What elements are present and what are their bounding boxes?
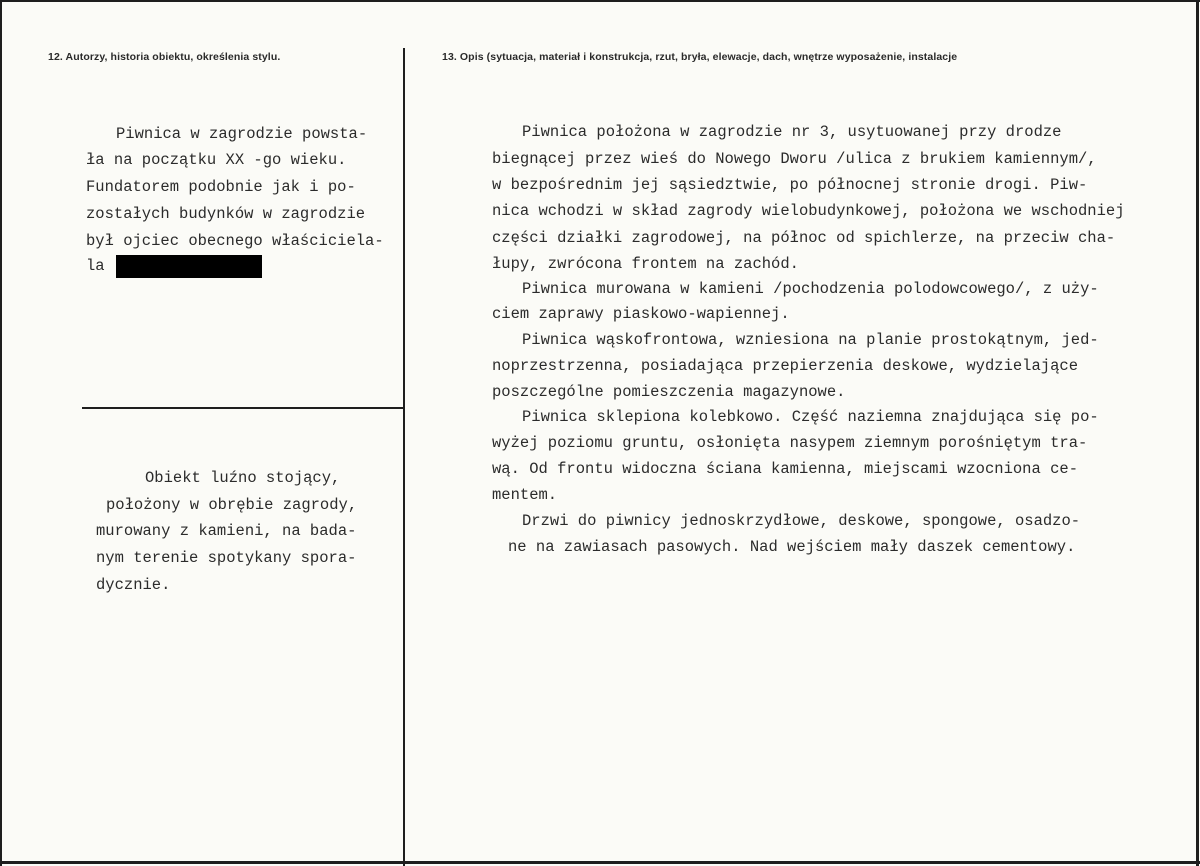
right-border [1196, 0, 1199, 866]
history-line: la [86, 257, 105, 275]
description-line: Piwnica murowana w kamieni /pochodzenia polodowcowego/, z uży- [522, 280, 1099, 298]
style-line: Obiekt luźno stojący, [145, 469, 341, 487]
description-line: w bezpośrednim jej sąsiedztwie, po północnej stronie drogi. Piw- [492, 176, 1088, 194]
description-line: Piwnica sklepiona kolebkowo. Część naziemna znajdująca się po- [522, 408, 1099, 426]
description-line: Drzwi do piwnicy jednoskrzydłowe, deskowe, spongowe, osadzo- [522, 512, 1081, 530]
description-line: Piwnica położona w zagrodzie nr 3, usytuowanej przy drodze [522, 123, 1062, 141]
history-line: Piwnica w zagrodzie powsta- [116, 125, 368, 143]
history-line: zostałych budynków w zagrodzie [86, 205, 366, 223]
top-border [0, 0, 1200, 2]
description-line: ciem zaprawy piaskowo-wapiennej. [492, 305, 790, 323]
style-line: dycznie. [96, 576, 171, 594]
description-line: wyżej poziomu gruntu, osłonięta nasypem ziemnym porośniętym tra- [492, 434, 1088, 452]
column-divider [403, 48, 405, 866]
section-13-header: 13. Opis (sytuacja, materiał i konstrukcja, rzut, bryła, elewacje, dach, wnętrze wyposażenie, instalacje [442, 51, 958, 63]
description-line: poszczególne pomieszczenia magazynowe. [492, 383, 846, 401]
description-line: ne na zawiasach pasowych. Nad wejściem mały daszek cementowy. [508, 538, 1076, 556]
description-line: Piwnica wąskofrontowa, wzniesiona na planie prostokątnym, jed- [522, 331, 1099, 349]
style-line: położony w obrębie zagrody, [106, 496, 358, 514]
description-line: nica wchodzi w skład zagrody wielobudynkowej, położona we wschodniej [492, 202, 1125, 220]
left-border [0, 0, 2, 866]
history-line: ła na początku XX -go wieku. [86, 151, 347, 169]
description-line: biegnącej przez wieś do Nowego Dworu /ulica z brukiem kamiennym/, [492, 150, 1097, 168]
history-line: był ojciec obecnego właściciela- [86, 232, 384, 250]
section-divider [82, 407, 404, 409]
style-line: nym terenie spotykany spora- [96, 549, 357, 567]
description-line: mentem. [492, 486, 558, 504]
description-line: noprzestrzenna, posiadająca przepierzenia deskowe, wydzielające [492, 357, 1078, 375]
description-line: łupy, zwrócona frontem na zachód. [492, 255, 799, 273]
bottom-border [0, 861, 1200, 864]
history-line: Fundatorem podobnie jak i po- [86, 178, 356, 196]
section-12-header: 12. Autorzy, historia obiektu, określenia stylu. [48, 51, 281, 63]
description-line: wą. Od frontu widoczna ściana kamienna, miejscami wzocniona ce- [492, 460, 1078, 478]
style-line: murowany z kamieni, na bada- [96, 522, 357, 540]
description-line: części działki zagrodowej, na północ od spichlerze, na przeciw cha- [492, 229, 1116, 247]
redaction-box [116, 255, 262, 278]
